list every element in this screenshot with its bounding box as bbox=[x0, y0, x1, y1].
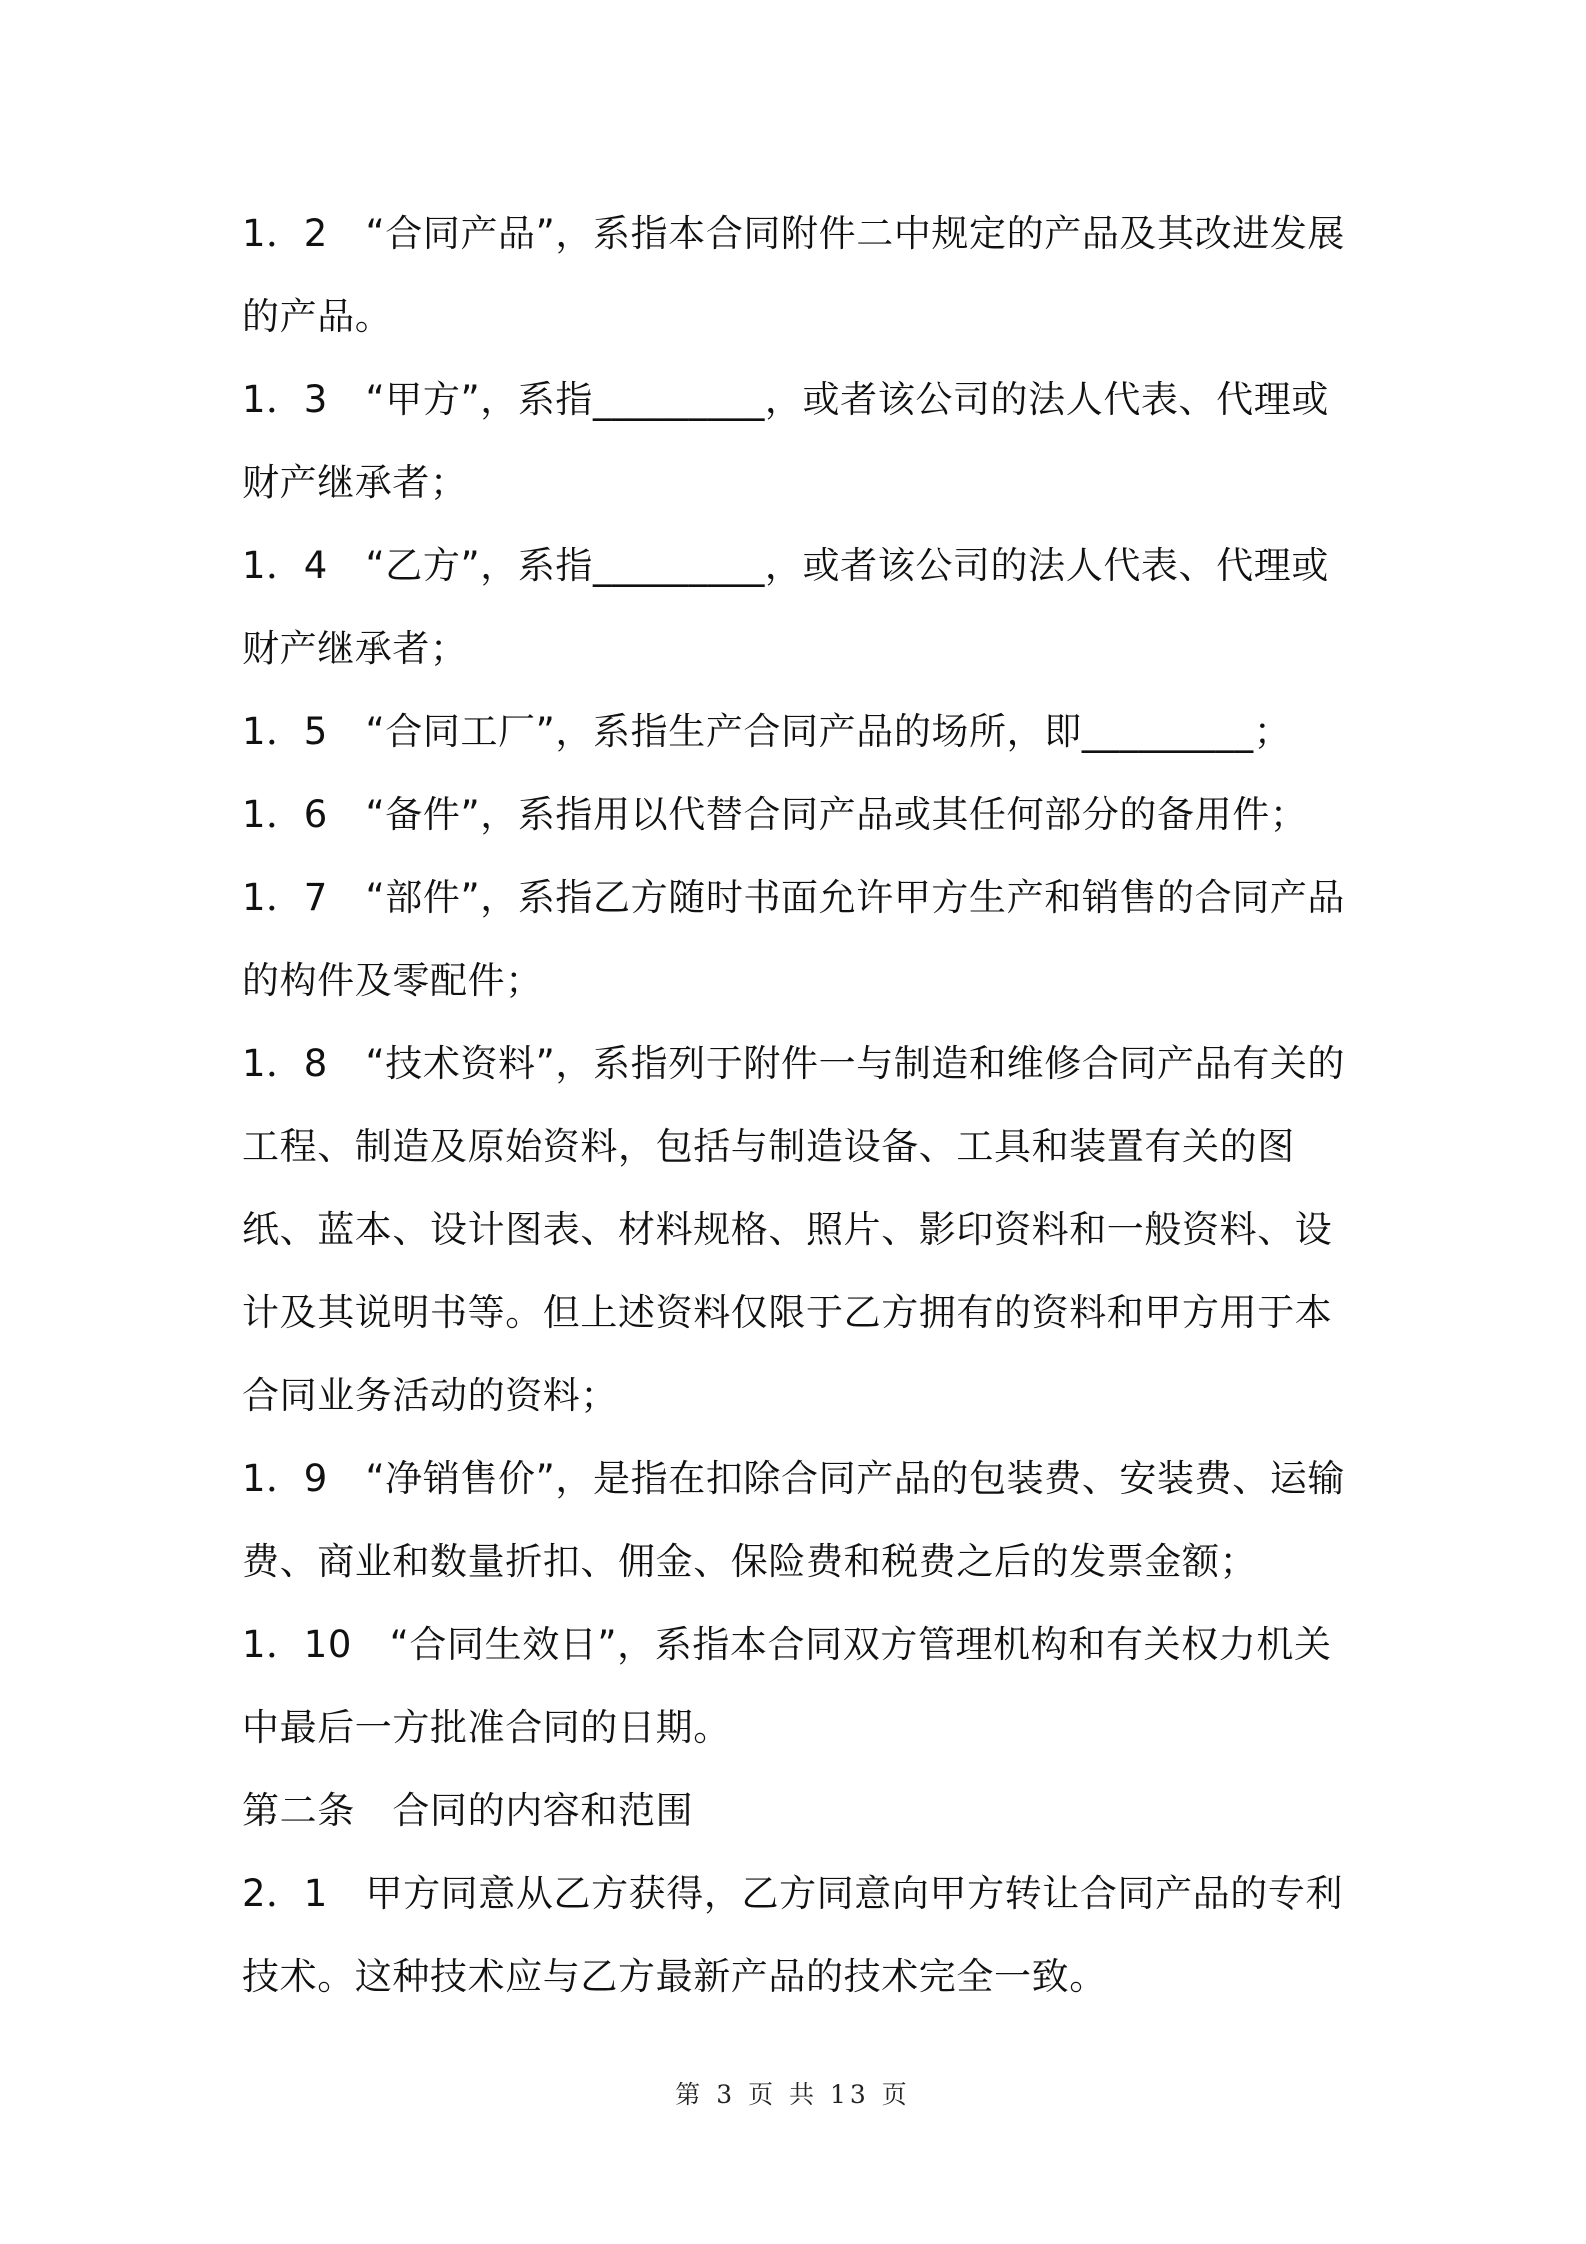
clause-1-4: 1．4 “乙方”，系指_________，或者该公司的法人代表、代理或财产继承者； bbox=[242, 544, 1329, 670]
clause-1-8: 1．8 “技术资料”，系指列于附件一与制造和维修合同产品有关的工程、制造及原始资料，包括与制造设备、工具和装置有关的图纸、蓝本、设计图表、材料规格、照片、影印资料和一般资料、设计及其说明书等。但上述资料仅限于乙方拥有的资料和甲方用于本合同业务活动的资料； bbox=[242, 1042, 1346, 1417]
article-2-heading: 第二条 合同的内容和范围 bbox=[242, 1789, 694, 1832]
clause-1-9: 1．9 “净销售价”，是指在扣除合同产品的包装费、安装费、运输费、商业和数量折扣、佣金、保险费和税费之后的发票金额； bbox=[242, 1457, 1346, 1583]
clause-1-6: 1．6 “备件”，系指用以代替合同产品或其任何部分的备用件； bbox=[242, 793, 1308, 836]
page-number-footer: 第 3 页 共 13 页 bbox=[675, 2080, 911, 2109]
document-body bbox=[242, 192, 1362, 2018]
clause-2-1: 2．1 甲方同意从乙方获得，乙方同意向甲方转让合同产品的专利技术。这种技术应与乙方最新产品的技术完全一致。 bbox=[242, 1872, 1344, 1998]
clause-1-10: 1．10 “合同生效日”，系指本合同双方管理机构和有关权力机关中最后一方批准合同的日期。 bbox=[242, 1623, 1332, 1749]
clause-1-2: 1．2 “合同产品”，系指本合同附件二中规定的产品及其改进发展的产品。 bbox=[242, 212, 1346, 338]
clause-1-5: 1．5 “合同工厂”，系指生产合同产品的场所，即_________； bbox=[242, 710, 1292, 753]
clause-1-3: 1．3 “甲方”，系指_________，或者该公司的法人代表、代理或财产继承者； bbox=[242, 378, 1329, 504]
clause-1-7: 1．7 “部件”，系指乙方随时书面允许甲方生产和销售的合同产品的构件及零配件； bbox=[242, 876, 1346, 1002]
